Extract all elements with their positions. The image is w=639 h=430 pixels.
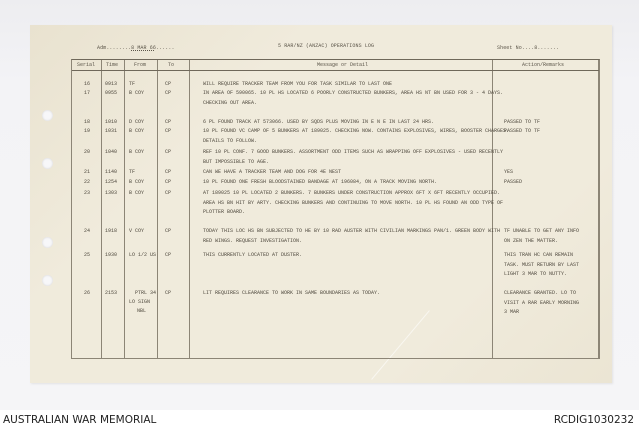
message-line: WILL REQUIRE TRACKER TEAM FROM YOU FOR TASK SIMILAR TO LAST ONE — [203, 81, 393, 87]
punch-hole — [42, 275, 53, 286]
header-action: Action/Remarks — [522, 62, 565, 68]
time-cell: 1930 — [105, 252, 118, 258]
action-line: LIGHT 3 MAR TO NUTTY. — [504, 271, 568, 277]
message-line: REF 10 PL CONF. 7 GOOD BUNKERS. ASSORTMENT ODD ITEMS SUCH AS WRAPPING OFF EXPLOSIVES - USED RECENTLY — [203, 149, 504, 155]
serial-cell: 21 — [84, 169, 91, 175]
sheet-label: Sheet No — [497, 45, 522, 51]
serial-cell: 19 — [84, 128, 91, 134]
footer-institution: AUSTRALIAN WAR MEMORIAL — [3, 414, 157, 426]
action-line: PASSED TO TF — [504, 128, 541, 134]
operations-log-table — [71, 59, 600, 359]
to-cell: CP — [165, 90, 172, 96]
header-from: From — [134, 62, 147, 68]
to-cell: CP — [165, 290, 172, 296]
serial-cell: 25 — [84, 252, 91, 258]
from-cell: B COY — [129, 90, 145, 96]
from-cell: TF — [129, 81, 136, 87]
punch-hole — [42, 237, 53, 248]
serial-cell: 22 — [84, 179, 91, 185]
message-line: IN AREA OF 590065. 10 PL HS LOCATED 6 POORLY CONSTRUCTED BUNKERS, AREA HS NT BN USED FOR 3 - 4 DAYS. — [203, 90, 504, 96]
message-line: 10 PL FOUND ONE FRESH BLOODSTAINED BANDAGE AT 196084, ON A TRACK MOVING NORTH. — [203, 179, 438, 185]
from-cell: B COY — [129, 149, 145, 155]
time-cell: 1031 — [105, 128, 118, 134]
time-cell: 0913 — [105, 81, 118, 87]
action-line: TASK. MUST RETURN BY LAST — [504, 261, 580, 268]
to-cell: CP — [165, 228, 172, 234]
message-line: AT 189025 10 PL LOCATED 2 BUNKERS. 7 BUNKERS UNDER CONSTRUCTION APPROX 6FT X 6FT RECENTLY OCCUPIED. — [203, 190, 501, 196]
time-cell: 1303 — [105, 190, 118, 196]
header-to: To — [168, 62, 175, 68]
time-cell: 1040 — [105, 149, 118, 155]
to-cell: CP — [165, 81, 172, 87]
message-line: RED WINGS. REQUEST INVESTIGATION. — [203, 237, 303, 244]
reference-value: 8 MAR 66 — [131, 45, 156, 51]
footer-identifier: RCDIG1030232 — [553, 414, 634, 426]
column-divider — [598, 60, 599, 358]
message-line: 10 PL FOUND VC CAMP OF 5 BUNKERS AT 189025. CHECKING NOW. CONTAINS EXPLOSIVES, WIRES, BOOSTER CHARGES. — [203, 128, 510, 134]
from-cell: B COY — [129, 128, 145, 134]
reference-label: Adm — [97, 45, 107, 51]
serial-cell: 18 — [84, 119, 91, 125]
action-line: PASSED — [504, 179, 523, 185]
serial-cell: 20 — [84, 149, 91, 155]
time-cell: 1010 — [105, 119, 118, 125]
from-cell: LO 1/2 US — [129, 252, 157, 258]
action-line: THIS TRAN HC CAN REMAIN — [504, 252, 574, 258]
document-title: 5 RAR/NZ (ANZAC) OPERATIONS LOG — [278, 43, 375, 49]
message-line: CHECKING OUT AREA. — [203, 99, 258, 106]
to-cell: CP — [165, 179, 172, 185]
action-line: CLEARANCE GRANTED. LO TO — [504, 290, 577, 296]
from-cell: PTRL 34 LO SIGN NBL — [129, 290, 157, 314]
action-line: 3 MAR — [504, 309, 520, 315]
sheet-value: 8 — [534, 45, 538, 51]
serial-cell: 16 — [84, 81, 91, 87]
from-cell: B COY — [129, 190, 145, 196]
punch-hole — [42, 110, 53, 121]
serial-cell: 17 — [84, 90, 91, 96]
column-divider — [124, 60, 125, 358]
to-cell: CP — [165, 169, 172, 175]
header-serial: Serial — [77, 62, 96, 68]
message-line: TODAY THIS LOC HS BN SUBJECTED TO HE BY 10 RAD AUSTER WITH CIVILIAN MARKINGS PAN/1. GREEN BODY WITH — [203, 228, 501, 234]
from-cell: TF — [129, 169, 136, 175]
serial-cell: 24 — [84, 228, 91, 234]
time-cell: 1254 — [105, 179, 118, 185]
message-line: AREA HS BN HIT BY ARTY. CHECKING BUNKERS AND CONTINUING TO MOVE NORTH. 10 PL HS FOUND AN ODD TYPE OF — [203, 199, 504, 206]
to-cell: CP — [165, 149, 172, 155]
column-divider — [101, 60, 102, 358]
message-line: LIT REQUIRES CLEARANCE TO WORK IN SAME BOUNDARIES AS TODAY. — [203, 290, 381, 296]
serial-cell: 26 — [84, 290, 91, 296]
action-line: PASSED TO TF — [504, 119, 541, 125]
message-line: THIS CURRENTLY LOCATED AT DUSTER. — [203, 252, 303, 258]
time-cell: 0955 — [105, 90, 118, 96]
to-cell: CP — [165, 190, 172, 196]
message-line: PLOTTER BOARD. — [203, 209, 246, 215]
to-cell: CP — [165, 119, 172, 125]
table-header — [72, 60, 599, 71]
action-line: VISIT A RAR EARLY MORNING — [504, 299, 580, 306]
to-cell: CP — [165, 128, 172, 134]
reference-field: Adm........8 MAR 66...... — [97, 45, 175, 51]
punch-hole — [42, 158, 53, 169]
action-line: TF UNABLE TO GET ANY INFO — [504, 228, 580, 234]
action-line: YES — [504, 169, 514, 175]
time-cell: 1918 — [105, 228, 118, 234]
time-cell: 1140 — [105, 169, 118, 175]
footer-bar — [0, 410, 639, 430]
from-cell: V COY — [129, 228, 145, 234]
message-line: 6 PL FOUND TRACK AT 573066. USED BY SQDS PLUS MOVING IN E N E IN LAST 24 HRS. — [203, 119, 435, 125]
sheet-number-field: Sheet No....8....... — [497, 45, 560, 51]
message-line: CAN WE HAVE A TRACKER TEAM AND DOG FOR 4E NEST — [203, 169, 342, 175]
header-time: Time — [106, 62, 119, 68]
column-divider — [492, 60, 493, 358]
from-cell: B COY — [129, 179, 145, 185]
message-line: DETAILS TO FOLLOW. — [203, 137, 258, 144]
column-divider — [157, 60, 158, 358]
column-divider — [189, 60, 190, 358]
message-line: BUT IMPOSSIBLE TO AGE. — [203, 158, 270, 165]
time-cell: 2153 — [105, 290, 118, 296]
serial-cell: 23 — [84, 190, 91, 196]
header-message: Message or Detail — [317, 62, 369, 68]
action-line: ON ZEN THE MATTER. — [504, 237, 559, 244]
to-cell: CP — [165, 252, 172, 258]
from-cell: D COY — [129, 119, 145, 125]
